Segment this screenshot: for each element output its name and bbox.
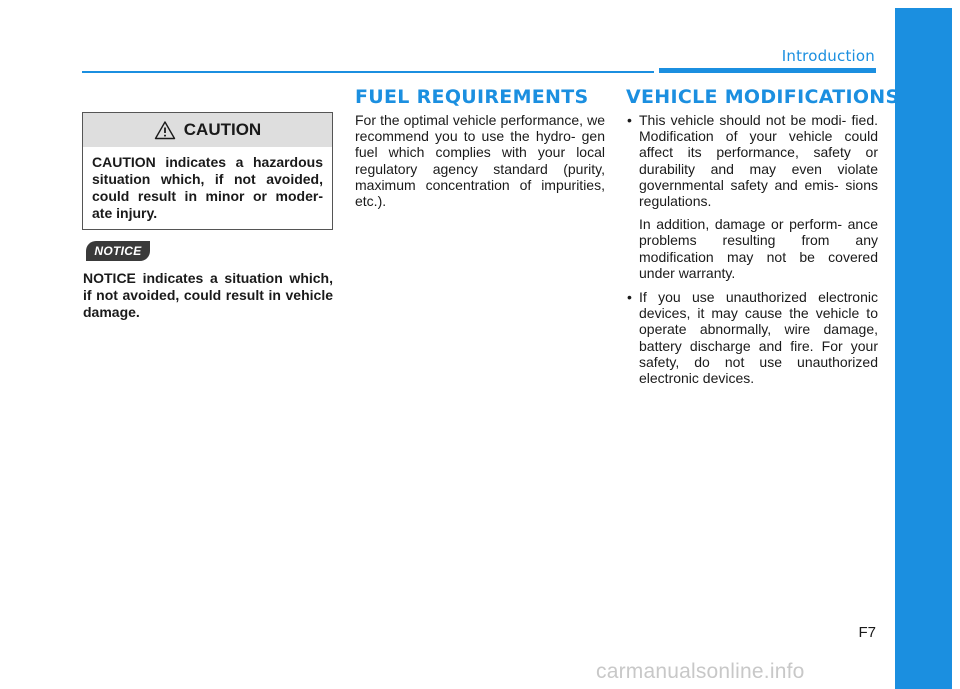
page-number: F7 [858,624,876,641]
list-item-extra-text: In addition, damage or perform- ance problems resulting from any modification may not be covered under warranty. [639,216,878,281]
caution-header [83,113,332,147]
header-rule [82,71,654,73]
warning-triangle-icon [154,120,176,140]
list-item-text: This vehicle should not be modi- fied. Modification of your vehicle could affect its performance, safety or durability and may even violate governmental safety and emis- sions regulations. [639,112,878,210]
list-item-text: If you use unauthorized electronic devices, it may cause the vehicle to operate abnormally, wire damage, battery discharge and fire. For your safety, do not use unauthorized electronic devices. [639,289,878,387]
vehicle-modifications-heading: VEHICLE MODIFICATIONS [626,86,900,108]
header-rule-accent [659,68,876,73]
list-item [626,112,878,281]
chapter-side-tab [895,8,952,689]
notice-text: NOTICE indicates a situation which, if not avoided, could result in vehicle damage. [83,270,333,320]
caution-text: CAUTION indicates a hazardous situation which, if not avoided, could result in minor or moder- ate injury. [92,154,323,221]
watermark: carmanualsonline.info [596,660,805,683]
caution-box [82,112,333,230]
fuel-requirements-text: For the optimal vehicle performance, we recommend you to use the hydro- gen fuel which complies with your local regulatory agency standard (purity, maximum concentration of impurities, etc.). [355,112,605,210]
list-item [626,289,878,386]
section-title: Introduction [781,47,875,65]
bullet-icon: • [627,112,632,128]
bullet-icon: • [627,289,632,306]
vehicle-modifications-list [626,112,878,386]
fuel-requirements-heading: FUEL REQUIREMENTS [355,86,589,108]
caution-title: CAUTION [183,120,262,139]
notice-badge: NOTICE [86,241,150,261]
